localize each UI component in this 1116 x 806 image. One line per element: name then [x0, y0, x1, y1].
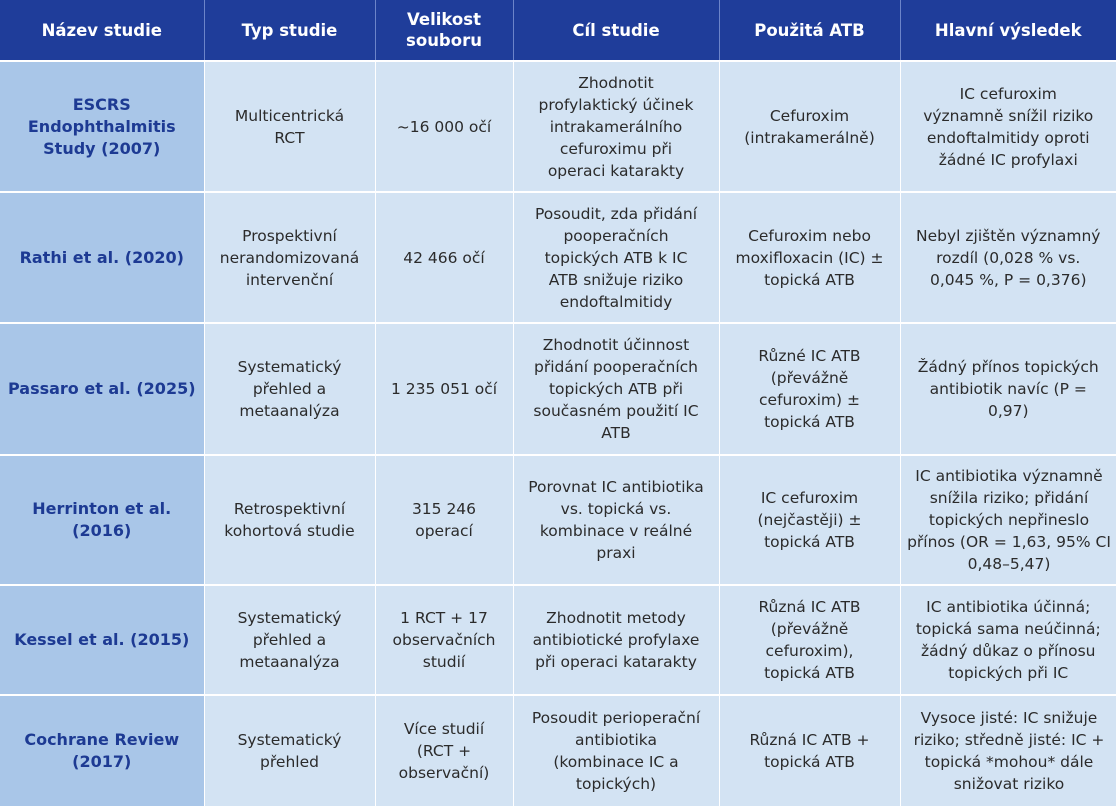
study-type: Retrospektivní kohortová studie: [224, 500, 355, 540]
study-name: ESCRS Endophthalmitis Study (2007): [27, 94, 176, 158]
header-study-type: Typ studie: [204, 0, 375, 61]
sample-size-cell: 1 235 051 očí: [375, 323, 513, 455]
sample-size: 315 246 operací: [411, 500, 477, 540]
table-row: [0, 455, 1116, 585]
study-name-cell: Passaro et al. (2025): [0, 323, 204, 455]
antibiotics: Různá IC ATB (převážně cefuroxim), topická ATB: [758, 598, 861, 682]
study-aim: Zhodnotit metody antibiotické profylaxe při operaci katarakty: [532, 609, 700, 671]
header-main-result: Hlavní výsledek: [900, 0, 1116, 61]
table-body: [0, 61, 1116, 806]
table-row: [0, 585, 1116, 695]
antibiotics-cell: [719, 695, 900, 806]
header-antibiotics: Použitá ATB: [719, 0, 900, 61]
antibiotics-cell: [719, 323, 900, 455]
antibiotics: Cefuroxim (intrakamerálně): [744, 106, 875, 147]
sample-size: Více studií (RCT + observační): [398, 720, 490, 782]
study-type-cell: [204, 61, 375, 192]
main-result-cell: [900, 455, 1116, 585]
study-aim-cell: [513, 192, 719, 323]
study-type: Prospektivní nerandomizovaná intervenční: [219, 226, 360, 289]
sample-size-cell: ~16 000 očí: [375, 61, 513, 192]
study-aim-cell: [513, 323, 719, 455]
main-result: Žádný přínos topických antibiotik navíc (P = 0,97): [917, 358, 1099, 420]
main-result: Nebyl zjištěn významný rozdíl (0,028 % vs. 0,045 %, P = 0,376): [916, 226, 1101, 289]
table-row: [0, 192, 1116, 323]
main-result-cell: [900, 192, 1116, 323]
sample-size-cell: [375, 585, 513, 695]
study-aim: Porovnat IC antibiotika vs. topická vs. kombinace v reálné praxi: [528, 478, 704, 562]
antibiotics-cell: [719, 455, 900, 585]
antibiotics-cell: [719, 61, 900, 192]
antibiotics: Různá IC ATB + topická ATB: [749, 731, 870, 771]
study-aim: Zhodnotit účinnost přidání pooperačních topických ATB při současném použití IC ATB: [533, 336, 699, 442]
header-study-name: Název studie: [0, 0, 204, 61]
header-sample-size: [375, 0, 513, 61]
study-aim-cell: [513, 585, 719, 695]
study-aim: Posoudit perioperační antibiotika (kombinace IC a topických): [531, 709, 701, 793]
main-result-cell: [900, 585, 1116, 695]
study-name-cell: [0, 695, 204, 806]
study-type-cell: [204, 455, 375, 585]
study-type: Systematický přehled a metaanalýza: [237, 358, 342, 420]
study-name-cell: Rathi et al. (2020): [0, 192, 204, 323]
study-name-cell: [0, 455, 204, 585]
study-aim: Posoudit, zda přidání pooperačních topických ATB k IC ATB snižuje riziko endoftalmitidy: [534, 204, 698, 311]
table-header: [0, 0, 1116, 61]
study-aim-cell: [513, 455, 719, 585]
sample-size-cell: [375, 695, 513, 806]
sample-size: 1 RCT + 17 observačních studií: [392, 609, 496, 671]
main-result-cell: [900, 695, 1116, 806]
main-result-cell: [900, 323, 1116, 455]
study-name: Cochrane Review (2017): [24, 730, 180, 771]
main-result: Vysoce jisté: IC snižuje riziko; středně jisté: IC + topická *mohou* dále snižovat riziko: [913, 709, 1105, 793]
antibiotics-cell: [719, 585, 900, 695]
antibiotics: IC cefuroxim (nejčastěji) ± topická ATB: [757, 489, 862, 551]
study-type-cell: [204, 323, 375, 455]
study-aim-cell: [513, 695, 719, 806]
study-type-cell: [204, 695, 375, 806]
header-sample-size-label: Velikost souboru: [406, 10, 482, 50]
main-result: IC antibiotika účinná; topická sama neúčinná; žádný důkaz o přínosu topických při IC: [915, 598, 1101, 682]
study-name: Herrinton et al. (2016): [32, 499, 172, 540]
study-type: Systematický přehled a metaanalýza: [237, 609, 342, 671]
table-row: [0, 61, 1116, 192]
header-study-aim: Cíl studie: [513, 0, 719, 61]
main-result-cell: [900, 61, 1116, 192]
sample-size-cell: [375, 455, 513, 585]
header-row: [0, 0, 1116, 61]
antibiotics: Cefuroxim nebo moxifloxacin (IC) ± topická ATB: [735, 226, 884, 289]
study-name-cell: Kessel et al. (2015): [0, 585, 204, 695]
study-type: Systematický přehled: [237, 731, 342, 771]
main-result: IC antibiotika významně snížila riziko; přidání topických nepřineslo přínos (OR = 1,63, 95% CI 0,48–5,47): [907, 467, 1111, 573]
study-type-cell: [204, 192, 375, 323]
study-type: Multicentrická RCT: [234, 106, 345, 147]
table-row: [0, 323, 1116, 455]
main-result: IC cefuroxim významně snížil riziko endoftalmitidy oproti žádné IC profylaxi: [923, 84, 1094, 169]
antibiotics: Různé IC ATB (převážně cefuroxim) ± topická ATB: [758, 347, 861, 431]
study-type-cell: [204, 585, 375, 695]
study-aim: Zhodnotit profylaktický účinek intrakamerálního cefuroximu při operaci katarakty: [538, 73, 694, 180]
table-row: [0, 695, 1116, 806]
study-name-cell: [0, 61, 204, 192]
study-aim-cell: [513, 61, 719, 192]
sample-size-cell: 42 466 očí: [375, 192, 513, 323]
antibiotics-cell: [719, 192, 900, 323]
